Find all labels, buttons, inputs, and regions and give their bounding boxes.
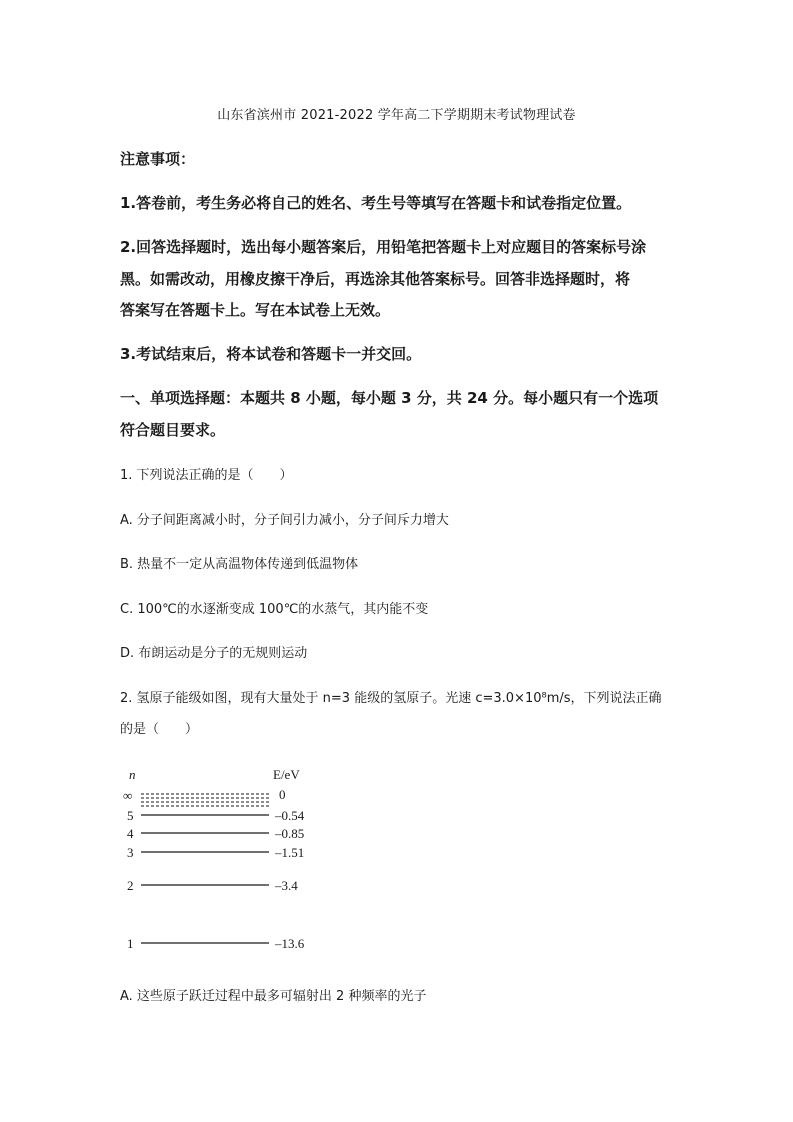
notice-heading: 注意事项： xyxy=(120,150,196,168)
section-1-heading-line-1: 一、单项选择题：本题共 8 小题，每小题 3 分，共 24 分。每小题只有一个选项 xyxy=(120,389,659,407)
question-2-stem-line-2: 的是（ ） xyxy=(120,722,199,737)
question-1-stem: 1. 下列说法正确的是（ ） xyxy=(120,468,293,483)
level-label-1: 1 xyxy=(127,936,134,951)
level-energy-2: –3.4 xyxy=(275,878,298,893)
level-energy-1: –13.6 xyxy=(275,936,305,951)
exam-title: 山东省滨州市 2021-2022 学年高二下学期期末考试物理试卷 xyxy=(217,108,576,123)
question-1-option-d: D. 布朗运动是分子的无规则运动 xyxy=(120,646,308,661)
diagram-energy-axis-label: E/eV xyxy=(273,767,300,782)
question-2-option-a: A. 这些原子跃迁过程中最多可辐射出 2 种频率的光子 xyxy=(120,989,427,1004)
notice-item-3: 3.考试结束后，将本试卷和答题卡一并交回。 xyxy=(120,345,422,363)
notice-item-2-line-1: 2.回答选择题时，选出每小题答案后，用铅笔把答题卡上对应题目的答案标号涂 xyxy=(120,238,647,256)
energy-level-diagram xyxy=(115,762,345,957)
level-label-5: 5 xyxy=(127,808,134,823)
notice-item-2-line-2: 黑。如需改动，用橡皮擦干净后，再选涂其他答案标号。回答非选择题时，将 xyxy=(120,270,631,288)
question-1-option-c: C. 100℃的水逐渐变成 100℃的水蒸气，其内能不变 xyxy=(120,602,429,617)
level-label-2: 2 xyxy=(127,878,134,893)
notice-item-1: 1.答卷前，考生务必将自己的姓名、考生号等填写在答题卡和试卷指定位置。 xyxy=(120,194,632,212)
level-label-4: 4 xyxy=(127,826,134,841)
level-energy-5: –0.54 xyxy=(275,808,305,823)
level-label-3: 3 xyxy=(127,845,134,860)
question-1-option-b: B. 热量不一定从高温物体传递到低温物体 xyxy=(120,557,359,572)
section-1-heading-line-2: 符合题目要求。 xyxy=(120,421,226,439)
diagram-n-axis-label: n xyxy=(129,767,136,782)
level-label-infinity: ∞ xyxy=(123,788,133,803)
question-1-option-a: A. 分子间距离减小时，分子间引力减小，分子间斥力增大 xyxy=(120,513,449,528)
level-energy-4: –0.85 xyxy=(275,826,305,841)
notice-item-2-line-3: 答案写在答题卡上。写在本试卷上无效。 xyxy=(120,301,391,319)
level-energy-infinity: 0 xyxy=(279,787,286,802)
question-2-stem-line-1: 2. 氢原子能级如图，现有大量处于 n=3 能级的氢原子。光速 c=3.0×10⁸m/s，下列说法正确 xyxy=(120,691,662,706)
level-energy-3: –1.51 xyxy=(275,845,305,860)
